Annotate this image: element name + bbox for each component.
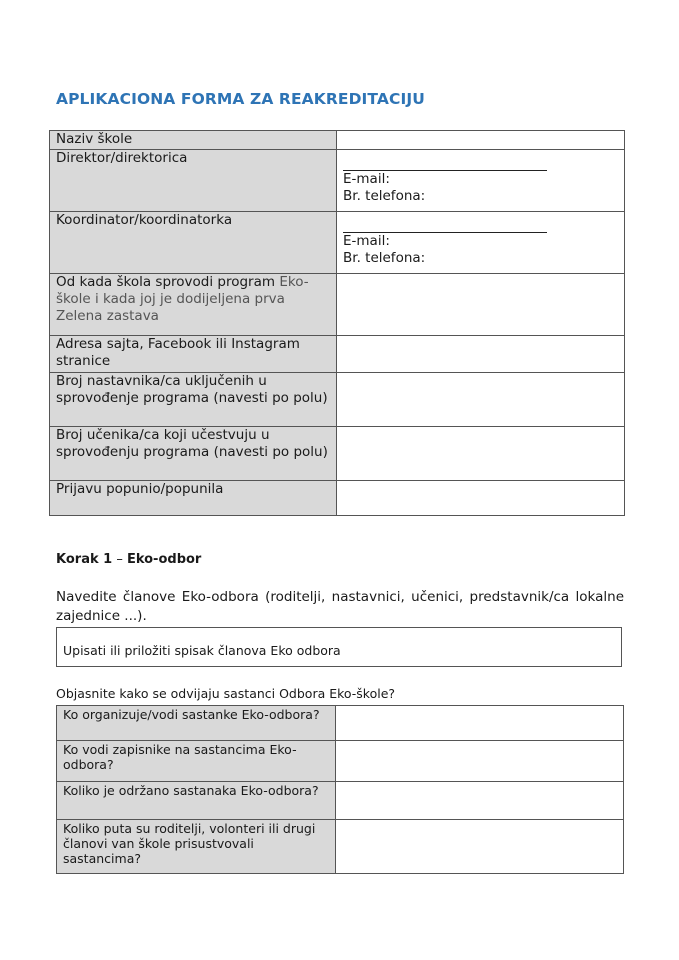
form-title: APLIKACIONA FORMA ZA REAKREDITACIJU [56, 90, 425, 108]
table-row [57, 741, 624, 782]
director-email-label: E-mail: [343, 171, 390, 187]
table-row [57, 706, 624, 741]
label-coordinator: Koordinator/koordinatorka [50, 212, 337, 274]
program-since-line1: Od kada škola sprovodi program [56, 274, 276, 290]
table-row [50, 131, 625, 150]
field-meeting-attendance[interactable] [336, 820, 624, 874]
table-row [57, 782, 624, 820]
field-director[interactable] [337, 150, 625, 212]
field-teachers-count[interactable] [337, 373, 625, 427]
table-row [50, 427, 625, 481]
label-meeting-minutes: Ko vodi zapisnike na sastancima Eko-odbora? [57, 741, 336, 782]
field-program-since[interactable] [337, 274, 625, 336]
field-meeting-minutes[interactable] [336, 741, 624, 782]
label-teachers-count: Broj nastavnika/ca uključenih u sprovođenje programa (navesti po polu) [50, 373, 337, 427]
step-heading [56, 552, 201, 567]
table-row [50, 373, 625, 427]
field-filled-by[interactable] [337, 481, 625, 516]
label-meeting-count: Koliko je održano sastanaka Eko-odbora? [57, 782, 336, 820]
label-program-since [50, 274, 337, 336]
label-students-count: Broj učenika/ca koji učestvuju u sprovođenju programa (navesti po polu) [50, 427, 337, 481]
field-meeting-count[interactable] [336, 782, 624, 820]
label-school-name: Naziv škole [50, 131, 337, 150]
label-meeting-attendance: Koliko puta su roditelji, volonteri ili drugi članovi van škole prisustvovali sastancima? [57, 820, 336, 874]
label-meeting-organizer: Ko organizuje/vodi sastanke Eko-odbora? [57, 706, 336, 741]
table-row [50, 274, 625, 336]
field-meeting-organizer[interactable] [336, 706, 624, 741]
table-row [50, 212, 625, 274]
step-heading-dash: – [112, 552, 127, 567]
signature-line [343, 212, 547, 233]
coordinator-email-label: E-mail: [343, 233, 390, 249]
step-heading-number: Korak 1 [56, 552, 113, 567]
field-school-name[interactable] [337, 131, 625, 150]
label-director: Direktor/direktorica [50, 150, 337, 212]
members-instruction: Navedite članove Eko-odbora (roditelji, nastavnici, učenici, predstavnik/ca lokalne zajednice ...). [56, 589, 624, 624]
meetings-table [56, 705, 624, 874]
label-website: Adresa sajta, Facebook ili Instagram stranice [50, 336, 337, 373]
table-row [50, 336, 625, 373]
meetings-question: Objasnite kako se odvijaju sastanci Odbora Eko-škole? [56, 686, 396, 701]
table-row [57, 820, 624, 874]
signature-line [343, 150, 547, 171]
table-row [50, 481, 625, 516]
field-students-count[interactable] [337, 427, 625, 481]
program-since-rest: Eko-škole i kada joj je dodijeljena prva Zelena zastava [56, 274, 309, 324]
step-heading-text: Eko-odbor [126, 552, 202, 567]
field-website[interactable] [337, 336, 625, 373]
field-coordinator[interactable] [337, 212, 625, 274]
director-phone-label: Br. telefona: [343, 188, 426, 204]
table-row [50, 150, 625, 212]
school-info-table [49, 130, 625, 516]
members-list-field[interactable]: Upisati ili priložiti spisak članova Eko odbora [56, 627, 622, 667]
label-filled-by: Prijavu popunio/popunila [50, 481, 337, 516]
coordinator-phone-label: Br. telefona: [343, 250, 426, 266]
